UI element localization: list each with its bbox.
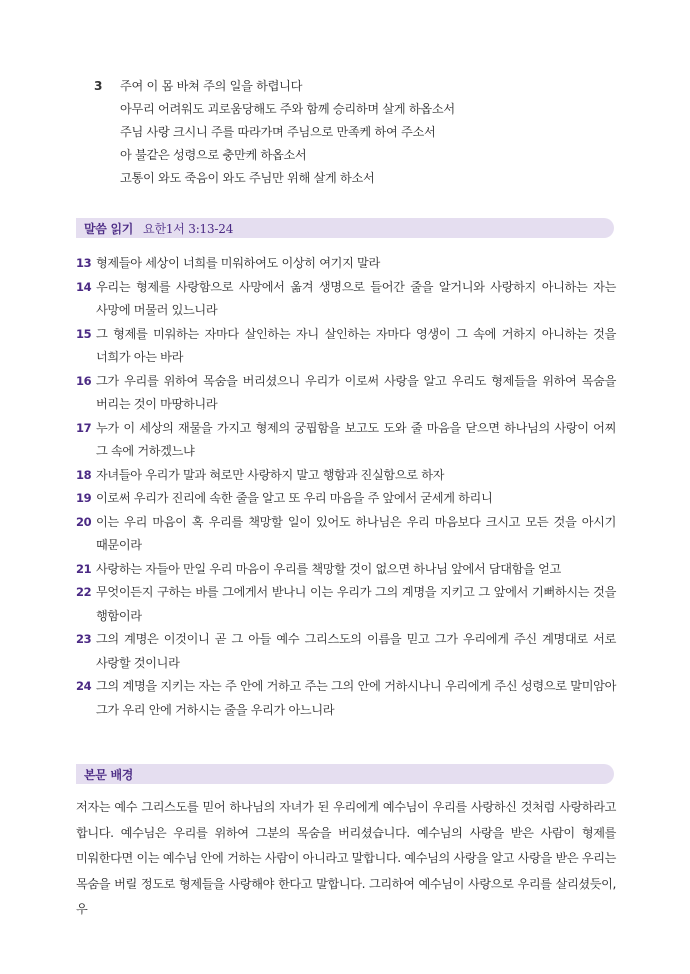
hymn-line-text: 아 불같은 성령으로 충만케 하옵소서 <box>120 148 307 162</box>
hymn-line <box>94 143 614 166</box>
reading-section-header <box>76 218 614 238</box>
verse-text: 누가 이 세상의 재물을 가지고 형제의 궁핍함을 보고도 도와 줄 마음을 닫으면 하나님의 사랑이 어찌 그 속에 거하겠느냐 <box>96 420 616 458</box>
verse-number: 21 <box>76 561 92 576</box>
hymn-line-text: 고통이 와도 죽음이 와도 주님만 위해 살게 하소서 <box>120 171 375 185</box>
verse-text: 이로써 우리가 진리에 속한 줄을 알고 또 우리 마음을 주 앞에서 굳세게 하리니 <box>96 491 493 505</box>
verse-text: 사랑하는 자들아 만일 우리 마음이 우리를 책망할 것이 없으면 하나님 앞에서 담대함을 얻고 <box>96 561 561 576</box>
verse-row <box>76 628 616 675</box>
verse-row <box>76 464 616 488</box>
verse-text: 그의 계명은 이것이니 곧 그 아들 예수 그리스도의 이름을 믿고 그가 우리에게 주신 계명대로 서로 사랑할 것이니라 <box>96 632 616 670</box>
hymn-line-text: 주님 사랑 크시니 주를 따라가며 주님으로 만족케 하여 주소서 <box>120 125 436 139</box>
hymn-verse-number: 3 <box>94 78 103 93</box>
background-section-header <box>76 764 614 784</box>
background-section-title: 본문 배경 <box>84 767 134 782</box>
verse-row <box>76 252 616 276</box>
hymn-line <box>94 97 614 120</box>
verse-row <box>76 487 616 511</box>
verse-number: 16 <box>76 373 92 388</box>
verse-number: 24 <box>76 679 92 693</box>
verse-row <box>76 581 616 628</box>
reading-section-title: 말씀 읽기 <box>84 221 134 236</box>
background-paragraph: 저자는 예수 그리스도를 믿어 하나님의 자녀가 된 우리에게 예수님이 우리를 사랑하신 것처럼 사랑하라고 합니다. 예수님은 우리를 위하여 그분의 목숨을 버리셨습니다. 예수님의 사랑을 받은 사람이 형제를 미워한다면 이는 예수님 안에 거하는 사람이 아니라고 말합니다. 예수님의 사랑을 알고 사랑을 받은 우리는 목숨을 버릴 정도로 형제들을 사랑해야 한다고 말합니다. 그리하여 예수님이 사랑으로 우리를 살리셨듯이, 우 <box>76 800 616 916</box>
verse-row <box>76 675 616 722</box>
verse-row <box>76 323 616 370</box>
verse-text: 그 형제를 미워하는 자마다 살인하는 자니 살인하는 자마다 영생이 그 속에 거하지 아니하는 것을 너희가 아는 바라 <box>96 326 616 364</box>
verse-number: 17 <box>76 420 92 435</box>
verse-row <box>76 511 616 558</box>
hymn-line-text: 아무리 어려워도 괴로움당해도 주와 함께 승리하며 살게 하옵소서 <box>120 102 455 116</box>
hymn-line <box>94 74 614 97</box>
verse-text: 무엇이든지 구하는 바를 그에게서 받나니 이는 우리가 그의 계명을 지키고 그 앞에서 기뻐하시는 것을 행함이라 <box>96 585 616 623</box>
verse-text: 우리는 형제를 사랑함으로 사망에서 옮겨 생명으로 들어간 줄을 알거니와 사랑하지 아니하는 자는 사망에 머물러 있느니라 <box>96 279 616 317</box>
verse-number: 23 <box>76 632 92 646</box>
verse-number: 18 <box>76 467 92 482</box>
verse-number: 19 <box>76 491 92 505</box>
scripture-verses <box>76 252 616 722</box>
scripture-reference: 요한1서 3:13-24 <box>143 221 234 236</box>
hymn-line-text: 주여 이 몸 바쳐 주의 일을 하렵니다 <box>120 79 303 93</box>
verse-number: 15 <box>76 326 92 341</box>
verse-number: 20 <box>76 514 92 529</box>
hymn-line <box>94 166 614 189</box>
verse-row <box>76 276 616 323</box>
verse-row <box>76 417 616 464</box>
hymn-line <box>94 120 614 143</box>
verse-number: 14 <box>76 279 92 294</box>
verse-text: 그의 계명을 지키는 자는 주 안에 거하고 주는 그의 안에 거하시나니 우리에게 주신 성령으로 말미암아 그가 우리 안에 거하시는 줄을 우리가 아느니라 <box>96 679 616 717</box>
verse-row <box>76 558 616 582</box>
verse-text: 자녀들아 우리가 말과 혀로만 사랑하지 말고 행함과 진실함으로 하자 <box>96 467 445 482</box>
verse-text: 그가 우리를 위하여 목숨을 버리셨으니 우리가 이로써 사랑을 알고 우리도 형제들을 위하여 목숨을 버리는 것이 마땅하니라 <box>96 373 616 411</box>
hymn-verse <box>94 74 614 189</box>
verse-number: 22 <box>76 585 92 599</box>
verse-row <box>76 370 616 417</box>
verse-number: 13 <box>76 256 92 270</box>
verse-text: 이는 우리 마음이 혹 우리를 책망할 일이 있어도 하나님은 우리 마음보다 크시고 모든 것을 아시기 때문이라 <box>96 514 616 552</box>
verse-text: 형제들아 세상이 너희를 미워하여도 이상히 여기지 말라 <box>96 256 380 270</box>
